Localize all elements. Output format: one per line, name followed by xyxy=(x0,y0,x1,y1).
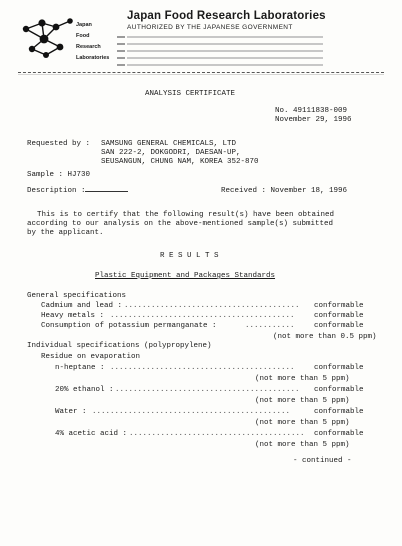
result-value: conformable xyxy=(314,322,364,330)
result-label: Consumption of potassium permanganate : xyxy=(41,322,217,330)
result-label: 4% acetic acid : xyxy=(55,430,128,438)
result-note: (not more than 5 ppm) xyxy=(255,419,350,427)
document-title: ANALYSIS CERTIFICATE xyxy=(145,90,236,98)
leader-dots: ......................................... xyxy=(115,386,300,394)
leader-dots: ......................................... xyxy=(110,312,295,320)
requested-by-label: Requested by : xyxy=(27,140,91,148)
logo-text xyxy=(76,20,109,64)
description-label: Description : xyxy=(27,187,86,195)
result-label: 20% ethanol : xyxy=(55,386,114,394)
result-value: conformable xyxy=(314,312,364,320)
logo-line: Japan xyxy=(76,22,92,28)
result-note: (not more than 5 ppm) xyxy=(255,441,350,449)
individual-heading: Individual specifications (polypropylene) xyxy=(27,342,212,350)
sample-line: Sample : HJ730 xyxy=(27,171,91,179)
result-label: Heavy metals : xyxy=(41,312,105,320)
header-divider xyxy=(18,74,384,75)
leader-dots: ....................................... xyxy=(129,430,305,438)
organization-title: Japan Food Research Laboratories xyxy=(127,10,326,22)
logo-line: Laboratories xyxy=(76,55,110,61)
organization-subtitle: AUTHORIZED BY THE JAPANESE GOVERNMENT xyxy=(127,24,293,31)
description-blank xyxy=(85,191,128,192)
result-label: Water : xyxy=(55,408,87,416)
reference-number: No. 49111838-009 xyxy=(275,107,348,115)
certify-line: according to our analysis on the above-mentioned sample(s) submitted xyxy=(27,220,334,228)
result-value: conformable xyxy=(314,364,364,372)
logo-line: Food xyxy=(76,33,90,39)
certify-line: by the applicant. xyxy=(27,229,104,237)
jfrl-logo xyxy=(22,17,74,59)
requester-line: SAN 222-2, DOKGODRI, DAESAN-UP, xyxy=(101,149,241,157)
header-divider xyxy=(18,72,384,73)
result-value: conformable xyxy=(314,408,364,416)
result-value: conformable xyxy=(314,302,364,310)
certify-line: This is to certify that the following result(s) have been obtained xyxy=(37,211,335,219)
result-value: conformable xyxy=(314,386,364,394)
general-heading: General specifications xyxy=(27,292,127,300)
result-note: (not more than 0.5 ppm) xyxy=(273,333,377,341)
result-value: conformable xyxy=(314,430,364,438)
leader-dots: ............................................ xyxy=(92,408,291,416)
received-line: Received : November 18, 1996 xyxy=(221,187,348,195)
result-label: n-heptane : xyxy=(55,364,105,372)
result-note: (not more than 5 ppm) xyxy=(255,375,350,383)
section-title: Plastic Equipment and Packages Standards xyxy=(95,272,276,280)
leader-dots: ....................................... xyxy=(124,302,300,310)
logo-line: Research xyxy=(76,44,101,50)
continued-marker: - continued - xyxy=(293,457,352,465)
residue-heading: Residue on evaporation xyxy=(41,353,141,361)
leader-dots: ........... xyxy=(245,322,295,330)
result-label: Cadmium and lead : xyxy=(41,302,123,310)
requester-line: SEUSANGUN, CHUNG NAM, KOREA 352-870 xyxy=(101,158,259,166)
requester-line: SAMSUNG GENERAL CHEMICALS, LTD xyxy=(101,140,237,148)
result-note: (not more than 5 ppm) xyxy=(255,397,350,405)
results-heading: R E S U L T S xyxy=(160,252,219,260)
issue-date: November 29, 1996 xyxy=(275,116,352,124)
leader-dots: ......................................... xyxy=(110,364,295,372)
